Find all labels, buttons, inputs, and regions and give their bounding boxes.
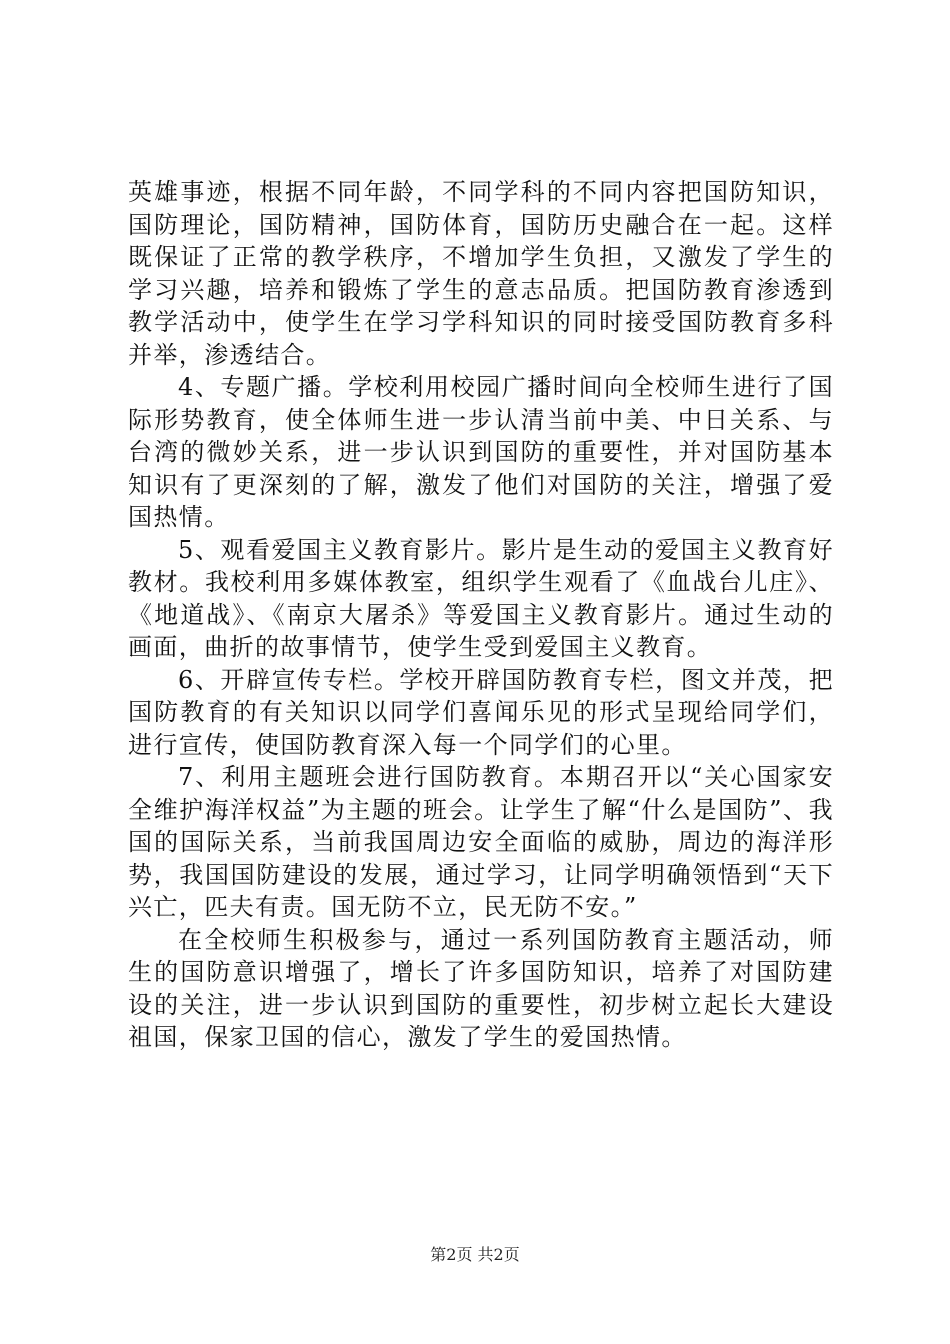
document-body: [128, 176, 834, 1054]
paragraph-continuation: 英雄事迹，根据不同年龄，不同学科的不同内容把国防知识，国防理论，国防精神，国防体育，国防历史融合在一起。这样既保证了正常的教学秩序，不增加学生负担，又激发了学生的学习兴趣，培养和锻炼了学生的意志品质。把国防教育渗透到教学活动中，使学生在学习学科知识的同时接受国防教育多科并举，渗透结合。: [128, 178, 834, 369]
page-footer: [0, 1242, 950, 1265]
page-number-label: 第2页 共2页: [430, 1245, 520, 1264]
paragraph-conclusion: 在全校师生积极参与，通过一系列国防教育主题活动，师生的国防意识增强了，增长了许多国防知识，培养了对国防建设的关注，进一步认识到国防的重要性，初步树立起长大建设祖国，保家卫国的信心，激发了学生的爱国热情。: [128, 925, 834, 1051]
paragraph-item-4-broadcast: 4、专题广播。学校利用校园广播时间向全校师生进行了国际形势教育，使全体师生进一步认清当前中美、中日关系、与台湾的微妙关系，进一步认识到国防的重要性，并对国防基本知识有了更深刻的了解，激发了他们对国防的关注，增强了爱国热情。: [128, 373, 834, 531]
paragraph-item-7-class-meeting: 7、利用主题班会进行国防教育。本期召开以“关心国家安全维护海洋权益”为主题的班会。让学生了解“什么是国防”、我国的国际关系，当前我国周边安全面临的威胁，周边的海洋形势，我国国防建设的发展，通过学习，让同学明确领悟到“天下兴亡，匹夫有责。国无防不立，民无防不安。”: [128, 763, 834, 921]
paragraph-item-6-bulletin: 6、开辟宣传专栏。学校开辟国防教育专栏，图文并茂，把国防教育的有关知识以同学们喜闻乐见的形式呈现给同学们，进行宣传，使国防教育深入每一个同学们的心里。: [128, 665, 834, 759]
paragraph-item-5-films: 5、观看爱国主义教育影片。影片是生动的爱国主义教育好教材。我校利用多媒体教室，组织学生观看了《血战台儿庄》、《地道战》、《南京大屠杀》等爱国主义教育影片。通过生动的画面，曲折的故事情节，使学生受到爱国主义教育。: [128, 535, 834, 661]
